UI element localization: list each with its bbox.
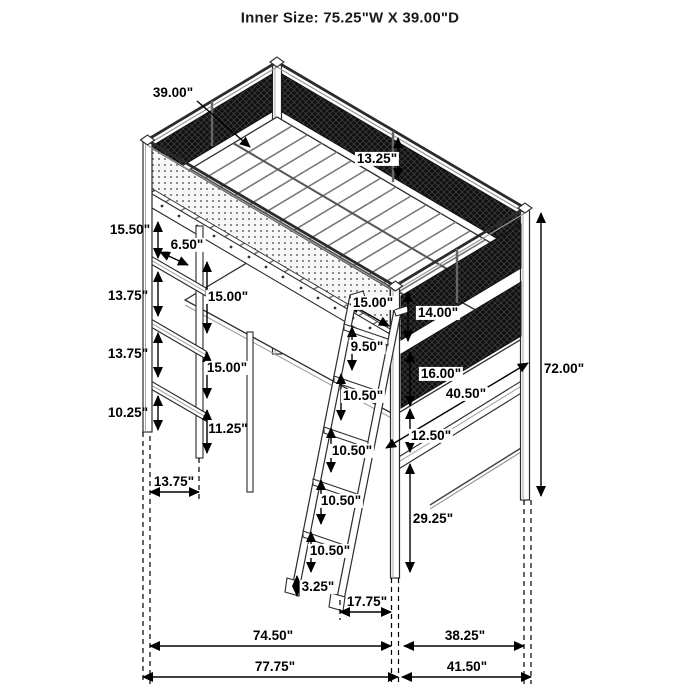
shelf-tower [144,226,206,458]
desk-leg [247,332,253,492]
dim-label-shelf-gap-lower: 13.75" [107,345,149,361]
dim-label-ladder-foot-height: 3.25" [301,578,335,594]
support-brace [430,448,521,505]
dim-label-inner-depth-right: 38.25" [444,627,486,643]
dim-label-ladder-top-gap: 9.50" [350,338,384,354]
dim-label-guard-rail-height: 13.25" [356,150,398,166]
shelf-post [196,226,203,458]
dim-label-rung-gap-4: 10.50" [309,542,351,558]
dim-label-shelf-gap-mid: 13.75" [107,287,149,303]
dim-label-shelf-depth: 6.50" [170,236,204,252]
dim-label-overall-width: 77.75" [254,658,296,674]
dim-label-rung-gap-1: 10.50" [342,387,384,403]
dim-label-front-mesh-height: 14.00" [417,304,459,320]
right-post [521,208,530,500]
dim-label-ladder-width: 15.00" [352,294,394,310]
dim-label-ladder-offset: 17.75" [346,593,388,609]
dim-label-desk-shelf-gap: 12.50" [410,427,452,443]
dim-label-shelf-gap-bottom: 10.25" [107,404,149,420]
dim-label-bed-depth: 39.00" [152,84,194,100]
dim-label-overall-depth: 41.50" [446,658,488,674]
dim-label-overall-height: 72.00" [543,360,585,376]
dim-label-rung-gap-3: 10.50" [320,492,362,508]
dim-label-shelf-floor-gap: 29.25" [412,510,454,526]
diagram-title: Inner Size: 75.25"W X 39.00"D [240,9,460,27]
dim-label-inner-width: 74.50" [252,627,294,643]
dim-label-lower-mesh-height: 16.00" [420,365,462,381]
dim-label-shelf-gap-top: 15.50" [109,221,151,237]
left-post [143,140,152,432]
dim-label-desk-clearance-lower: 15.00" [206,359,248,375]
dim-label-desk-clearance-upper: 15.00" [207,288,249,304]
dim-label-bottom-clearance: 11.25" [208,420,248,436]
dim-label-shelf-unit-depth: 13.75" [153,473,195,489]
dim-label-right-shelf-width: 40.50" [445,385,487,401]
dim-label-rung-gap-2: 10.50" [331,442,373,458]
